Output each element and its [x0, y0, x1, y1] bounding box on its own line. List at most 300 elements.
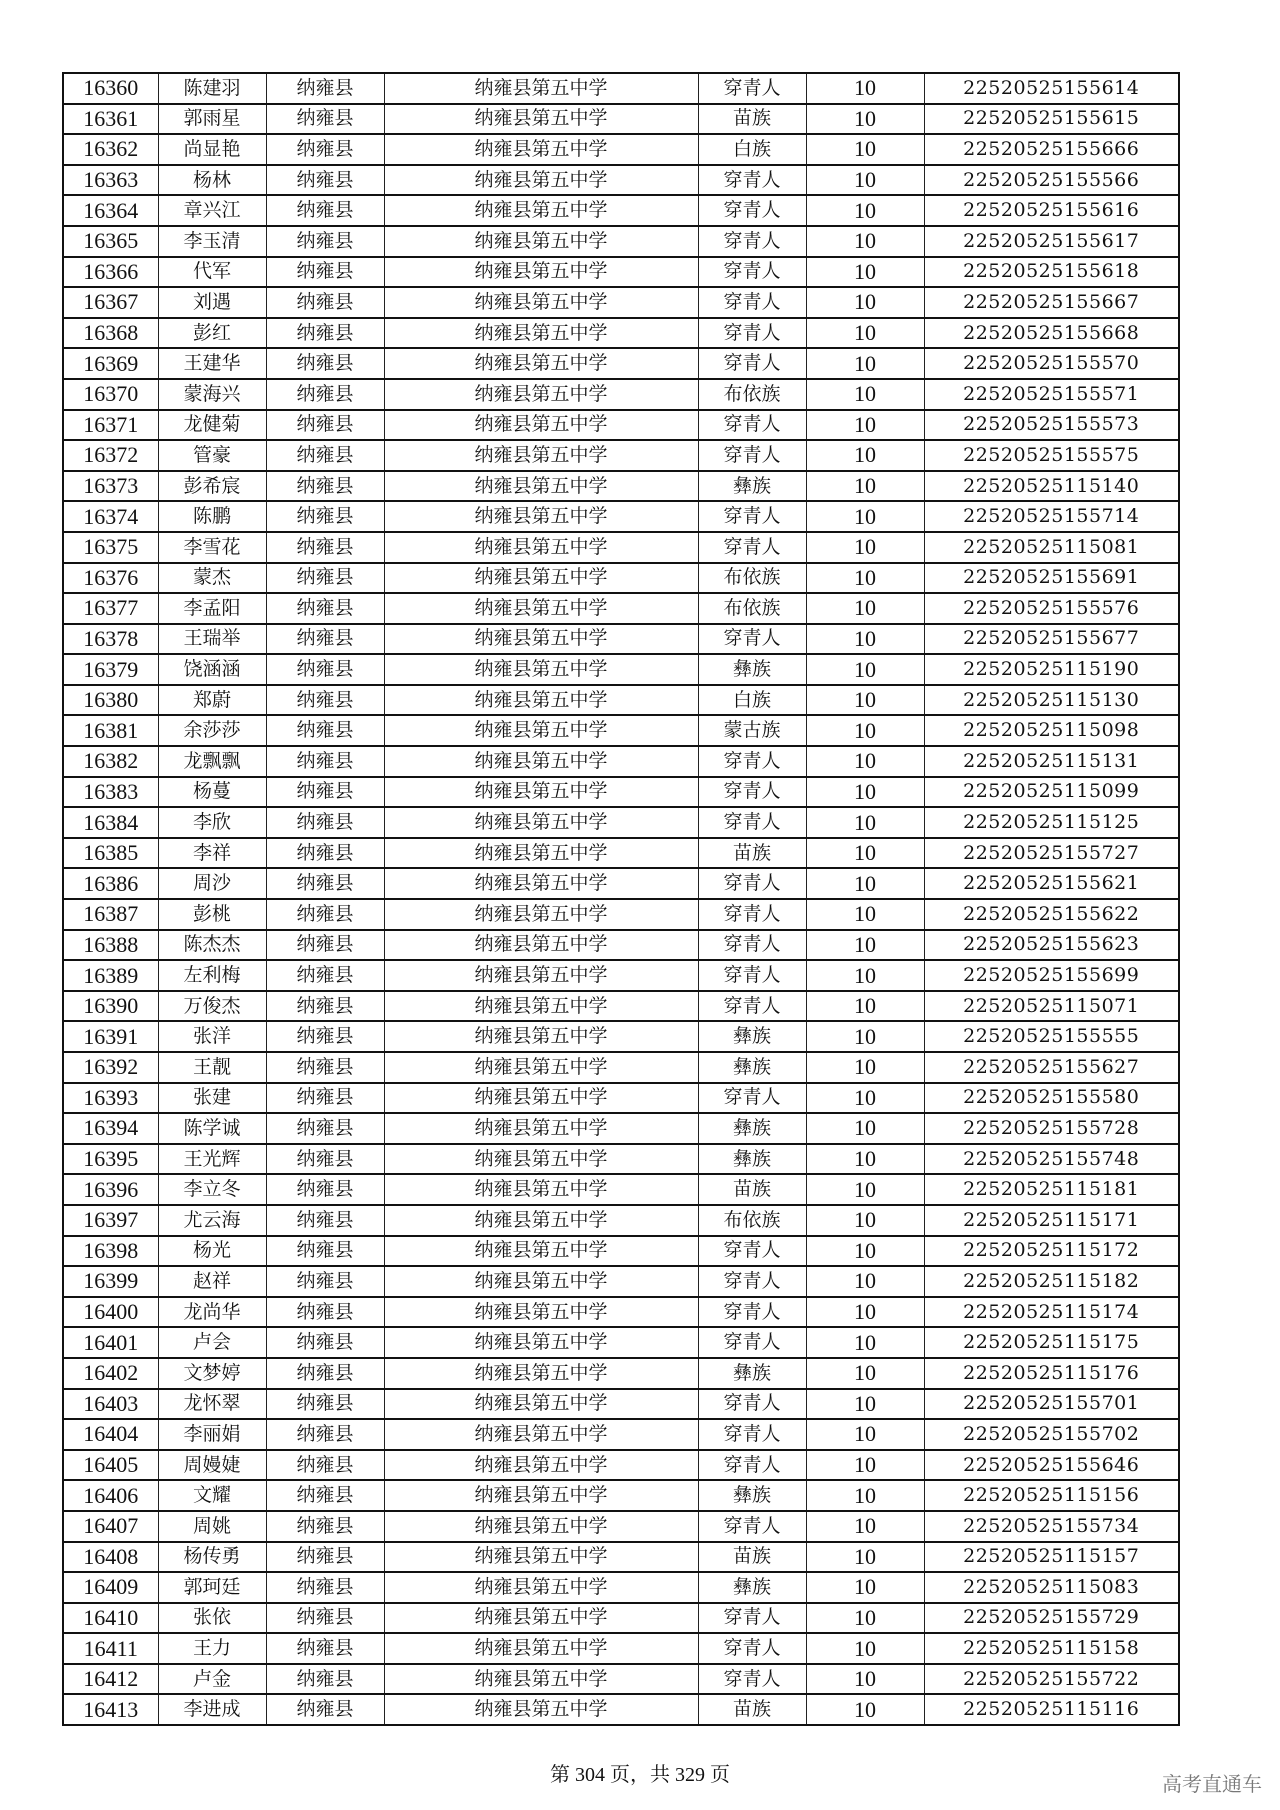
student-name-cell: 管豪 [158, 440, 266, 471]
table-row [63, 440, 1179, 471]
table-row [63, 1511, 1179, 1542]
table-row [63, 1052, 1179, 1083]
ethnicity-cell: 穿青人 [698, 501, 806, 532]
table-row [63, 685, 1179, 716]
county-cell: 纳雍县 [266, 807, 384, 838]
county-cell: 纳雍县 [266, 1205, 384, 1236]
row-number-cell: 16409 [63, 1572, 158, 1603]
row-number-cell: 16387 [63, 899, 158, 930]
ethnicity-cell: 穿青人 [698, 532, 806, 563]
row-number-cell: 16385 [63, 838, 158, 869]
grade-cell: 10 [806, 440, 924, 471]
student-name-cell: 杨光 [158, 1236, 266, 1267]
exam-id-cell: 22520525155623 [924, 930, 1179, 961]
grade-cell: 10 [806, 1144, 924, 1175]
ethnicity-cell: 布依族 [698, 563, 806, 594]
school-cell: 纳雍县第五中学 [384, 1633, 698, 1664]
student-name-cell: 李雪花 [158, 532, 266, 563]
county-cell: 纳雍县 [266, 104, 384, 135]
student-name-cell: 文耀 [158, 1480, 266, 1511]
exam-id-cell: 22520525155727 [924, 838, 1179, 869]
row-number-cell: 16410 [63, 1603, 158, 1634]
exam-id-cell: 22520525155666 [924, 134, 1179, 165]
grade-cell: 10 [806, 624, 924, 655]
exam-id-cell: 22520525115171 [924, 1205, 1179, 1236]
table-row [63, 501, 1179, 532]
exam-id-cell: 22520525155570 [924, 348, 1179, 379]
exam-id-cell: 22520525115071 [924, 991, 1179, 1022]
county-cell: 纳雍县 [266, 1358, 384, 1389]
grade-cell: 10 [806, 104, 924, 135]
exam-id-cell: 22520525115131 [924, 746, 1179, 777]
grade-cell: 10 [806, 379, 924, 410]
exam-id-cell: 22520525155618 [924, 257, 1179, 288]
school-cell: 纳雍县第五中学 [384, 1052, 698, 1083]
school-cell: 纳雍县第五中学 [384, 1664, 698, 1695]
school-cell: 纳雍县第五中学 [384, 960, 698, 991]
grade-cell: 10 [806, 73, 924, 104]
county-cell: 纳雍县 [266, 777, 384, 808]
school-cell: 纳雍县第五中学 [384, 1083, 698, 1114]
school-cell: 纳雍县第五中学 [384, 1205, 698, 1236]
exam-id-cell: 22520525115181 [924, 1174, 1179, 1205]
table-row [63, 1327, 1179, 1358]
county-cell: 纳雍县 [266, 440, 384, 471]
table-row [63, 379, 1179, 410]
table-row [63, 226, 1179, 257]
table-row [63, 1205, 1179, 1236]
row-number-cell: 16380 [63, 685, 158, 716]
school-cell: 纳雍县第五中学 [384, 1480, 698, 1511]
table-row [63, 1266, 1179, 1297]
student-name-cell: 龙尚华 [158, 1297, 266, 1328]
row-number-cell: 16364 [63, 195, 158, 226]
student-name-cell: 王光辉 [158, 1144, 266, 1175]
table-row [63, 348, 1179, 379]
exam-id-cell: 22520525155616 [924, 195, 1179, 226]
county-cell: 纳雍县 [266, 1664, 384, 1695]
exam-id-cell: 22520525115130 [924, 685, 1179, 716]
county-cell: 纳雍县 [266, 134, 384, 165]
ethnicity-cell: 穿青人 [698, 868, 806, 899]
exam-id-cell: 22520525155667 [924, 287, 1179, 318]
ethnicity-cell: 彝族 [698, 1021, 806, 1052]
school-cell: 纳雍县第五中学 [384, 1174, 698, 1205]
grade-cell: 10 [806, 807, 924, 838]
student-name-cell: 李进成 [158, 1694, 266, 1725]
exam-id-cell: 22520525155702 [924, 1419, 1179, 1450]
student-name-cell: 文梦婷 [158, 1358, 266, 1389]
ethnicity-cell: 苗族 [698, 1174, 806, 1205]
grade-cell: 10 [806, 654, 924, 685]
student-name-cell: 龙飘飘 [158, 746, 266, 777]
ethnicity-cell: 穿青人 [698, 624, 806, 655]
exam-id-cell: 22520525155617 [924, 226, 1179, 257]
grade-cell: 10 [806, 868, 924, 899]
row-number-cell: 16375 [63, 532, 158, 563]
grade-cell: 10 [806, 777, 924, 808]
school-cell: 纳雍县第五中学 [384, 1450, 698, 1481]
row-number-cell: 16404 [63, 1419, 158, 1450]
student-name-cell: 杨林 [158, 165, 266, 196]
table-row [63, 1572, 1179, 1603]
student-name-cell: 张建 [158, 1083, 266, 1114]
ethnicity-cell: 彝族 [698, 1572, 806, 1603]
ethnicity-cell: 穿青人 [698, 899, 806, 930]
grade-cell: 10 [806, 1419, 924, 1450]
school-cell: 纳雍县第五中学 [384, 471, 698, 502]
table-row [63, 624, 1179, 655]
county-cell: 纳雍县 [266, 624, 384, 655]
exam-id-cell: 22520525115175 [924, 1327, 1179, 1358]
ethnicity-cell: 穿青人 [698, 1236, 806, 1267]
county-cell: 纳雍县 [266, 226, 384, 257]
student-name-cell: 陈鹏 [158, 501, 266, 532]
county-cell: 纳雍县 [266, 1633, 384, 1664]
county-cell: 纳雍县 [266, 930, 384, 961]
grade-cell: 10 [806, 1083, 924, 1114]
row-number-cell: 16394 [63, 1113, 158, 1144]
exam-id-cell: 22520525155728 [924, 1113, 1179, 1144]
school-cell: 纳雍县第五中学 [384, 746, 698, 777]
ethnicity-cell: 穿青人 [698, 348, 806, 379]
county-cell: 纳雍县 [266, 1511, 384, 1542]
school-cell: 纳雍县第五中学 [384, 1144, 698, 1175]
table-row [63, 563, 1179, 594]
table-row [63, 471, 1179, 502]
school-cell: 纳雍县第五中学 [384, 1021, 698, 1052]
school-cell: 纳雍县第五中学 [384, 593, 698, 624]
ethnicity-cell: 彝族 [698, 1358, 806, 1389]
county-cell: 纳雍县 [266, 471, 384, 502]
row-number-cell: 16384 [63, 807, 158, 838]
ethnicity-cell: 穿青人 [698, 195, 806, 226]
grade-cell: 10 [806, 1694, 924, 1725]
exam-id-cell: 22520525155575 [924, 440, 1179, 471]
ethnicity-cell: 白族 [698, 134, 806, 165]
table-row [63, 134, 1179, 165]
exam-id-cell: 22520525115098 [924, 715, 1179, 746]
table-row [63, 838, 1179, 869]
grade-cell: 10 [806, 1664, 924, 1695]
school-cell: 纳雍县第五中学 [384, 624, 698, 655]
county-cell: 纳雍县 [266, 1694, 384, 1725]
school-cell: 纳雍县第五中学 [384, 348, 698, 379]
row-number-cell: 16395 [63, 1144, 158, 1175]
county-cell: 纳雍县 [266, 73, 384, 104]
student-name-cell: 王建华 [158, 348, 266, 379]
row-number-cell: 16402 [63, 1358, 158, 1389]
school-cell: 纳雍县第五中学 [384, 1389, 698, 1420]
table-row [63, 1113, 1179, 1144]
table-row [63, 73, 1179, 104]
table-row [63, 777, 1179, 808]
school-cell: 纳雍县第五中学 [384, 379, 698, 410]
row-number-cell: 16393 [63, 1083, 158, 1114]
county-cell: 纳雍县 [266, 532, 384, 563]
student-name-cell: 彭希宸 [158, 471, 266, 502]
school-cell: 纳雍县第五中学 [384, 1358, 698, 1389]
county-cell: 纳雍县 [266, 257, 384, 288]
county-cell: 纳雍县 [266, 1480, 384, 1511]
table-row [63, 1297, 1179, 1328]
grade-cell: 10 [806, 899, 924, 930]
student-name-cell: 周姚 [158, 1511, 266, 1542]
table-row [63, 318, 1179, 349]
county-cell: 纳雍县 [266, 501, 384, 532]
ethnicity-cell: 穿青人 [698, 1266, 806, 1297]
grade-cell: 10 [806, 1633, 924, 1664]
school-cell: 纳雍县第五中学 [384, 104, 698, 135]
row-number-cell: 16370 [63, 379, 158, 410]
exam-id-cell: 22520525115116 [924, 1694, 1179, 1725]
grade-cell: 10 [806, 165, 924, 196]
table-row [63, 1389, 1179, 1420]
ethnicity-cell: 苗族 [698, 1694, 806, 1725]
school-cell: 纳雍县第五中学 [384, 532, 698, 563]
county-cell: 纳雍县 [266, 991, 384, 1022]
ethnicity-cell: 彝族 [698, 1144, 806, 1175]
row-number-cell: 16413 [63, 1694, 158, 1725]
exam-id-cell: 22520525115157 [924, 1542, 1179, 1573]
table-row [63, 899, 1179, 930]
school-cell: 纳雍县第五中学 [384, 1327, 698, 1358]
ethnicity-cell: 穿青人 [698, 226, 806, 257]
student-name-cell: 杨传勇 [158, 1542, 266, 1573]
school-cell: 纳雍县第五中学 [384, 838, 698, 869]
county-cell: 纳雍县 [266, 868, 384, 899]
row-number-cell: 16383 [63, 777, 158, 808]
school-cell: 纳雍县第五中学 [384, 73, 698, 104]
exam-id-cell: 22520525115099 [924, 777, 1179, 808]
student-name-cell: 刘遇 [158, 287, 266, 318]
exam-id-cell: 22520525115176 [924, 1358, 1179, 1389]
exam-id-cell: 22520525155668 [924, 318, 1179, 349]
row-number-cell: 16368 [63, 318, 158, 349]
grade-cell: 10 [806, 226, 924, 257]
page-number: 第 304 页，共 329 页 [550, 1764, 730, 1786]
table-row [63, 165, 1179, 196]
county-cell: 纳雍县 [266, 1174, 384, 1205]
ethnicity-cell: 穿青人 [698, 440, 806, 471]
county-cell: 纳雍县 [266, 318, 384, 349]
ethnicity-cell: 苗族 [698, 838, 806, 869]
grade-cell: 10 [806, 685, 924, 716]
grade-cell: 10 [806, 1113, 924, 1144]
school-cell: 纳雍县第五中学 [384, 899, 698, 930]
grade-cell: 10 [806, 991, 924, 1022]
ethnicity-cell: 穿青人 [698, 1297, 806, 1328]
exam-id-cell: 22520525155748 [924, 1144, 1179, 1175]
exam-id-cell: 22520525155566 [924, 165, 1179, 196]
row-number-cell: 16397 [63, 1205, 158, 1236]
student-name-cell: 卢会 [158, 1327, 266, 1358]
table-row [63, 654, 1179, 685]
ethnicity-cell: 穿青人 [698, 746, 806, 777]
county-cell: 纳雍县 [266, 1572, 384, 1603]
ethnicity-cell: 穿青人 [698, 777, 806, 808]
row-number-cell: 16363 [63, 165, 158, 196]
row-number-cell: 16365 [63, 226, 158, 257]
county-cell: 纳雍县 [266, 1450, 384, 1481]
grade-cell: 10 [806, 1236, 924, 1267]
grade-cell: 10 [806, 318, 924, 349]
student-name-cell: 尤云海 [158, 1205, 266, 1236]
county-cell: 纳雍县 [266, 410, 384, 441]
ethnicity-cell: 穿青人 [698, 1083, 806, 1114]
school-cell: 纳雍县第五中学 [384, 501, 698, 532]
county-cell: 纳雍县 [266, 1266, 384, 1297]
grade-cell: 10 [806, 1297, 924, 1328]
grade-cell: 10 [806, 1327, 924, 1358]
student-name-cell: 李孟阳 [158, 593, 266, 624]
ethnicity-cell: 穿青人 [698, 257, 806, 288]
ethnicity-cell: 蒙古族 [698, 715, 806, 746]
student-name-cell: 尚显艳 [158, 134, 266, 165]
row-number-cell: 16389 [63, 960, 158, 991]
county-cell: 纳雍县 [266, 195, 384, 226]
ethnicity-cell: 彝族 [698, 1113, 806, 1144]
exam-id-cell: 22520525115172 [924, 1236, 1179, 1267]
exam-id-cell: 22520525155621 [924, 868, 1179, 899]
student-name-cell: 李祥 [158, 838, 266, 869]
table-row [63, 715, 1179, 746]
exam-id-cell: 22520525155580 [924, 1083, 1179, 1114]
county-cell: 纳雍县 [266, 1419, 384, 1450]
row-number-cell: 16388 [63, 930, 158, 961]
grade-cell: 10 [806, 257, 924, 288]
grade-cell: 10 [806, 1266, 924, 1297]
school-cell: 纳雍县第五中学 [384, 991, 698, 1022]
ethnicity-cell: 苗族 [698, 1542, 806, 1573]
table-row [63, 1450, 1179, 1481]
county-cell: 纳雍县 [266, 563, 384, 594]
exam-id-cell: 22520525155627 [924, 1052, 1179, 1083]
exam-id-cell: 22520525155691 [924, 563, 1179, 594]
grade-cell: 10 [806, 1205, 924, 1236]
ethnicity-cell: 白族 [698, 685, 806, 716]
grade-cell: 10 [806, 195, 924, 226]
student-name-cell: 郭雨星 [158, 104, 266, 135]
table-row [63, 1694, 1179, 1725]
row-number-cell: 16371 [63, 410, 158, 441]
exam-id-cell: 22520525155573 [924, 410, 1179, 441]
student-name-cell: 周嫚婕 [158, 1450, 266, 1481]
student-name-cell: 赵祥 [158, 1266, 266, 1297]
ethnicity-cell: 穿青人 [698, 1603, 806, 1634]
ethnicity-cell: 穿青人 [698, 287, 806, 318]
ethnicity-cell: 穿青人 [698, 960, 806, 991]
row-number-cell: 16378 [63, 624, 158, 655]
student-name-cell: 代军 [158, 257, 266, 288]
exam-id-cell: 22520525155714 [924, 501, 1179, 532]
ethnicity-cell: 穿青人 [698, 73, 806, 104]
row-number-cell: 16390 [63, 991, 158, 1022]
row-number-cell: 16361 [63, 104, 158, 135]
school-cell: 纳雍县第五中学 [384, 563, 698, 594]
school-cell: 纳雍县第五中学 [384, 134, 698, 165]
school-cell: 纳雍县第五中学 [384, 1572, 698, 1603]
school-cell: 纳雍县第五中学 [384, 195, 698, 226]
county-cell: 纳雍县 [266, 746, 384, 777]
school-cell: 纳雍县第五中学 [384, 654, 698, 685]
table-row [63, 930, 1179, 961]
school-cell: 纳雍县第五中学 [384, 1297, 698, 1328]
grade-cell: 10 [806, 593, 924, 624]
student-name-cell: 蒙杰 [158, 563, 266, 594]
grade-cell: 10 [806, 1542, 924, 1573]
student-name-cell: 彭红 [158, 318, 266, 349]
row-number-cell: 16373 [63, 471, 158, 502]
county-cell: 纳雍县 [266, 379, 384, 410]
row-number-cell: 16369 [63, 348, 158, 379]
watermark-logo: 高考直通车 [1162, 1772, 1262, 1796]
grade-cell: 10 [806, 1603, 924, 1634]
school-cell: 纳雍县第五中学 [384, 1236, 698, 1267]
row-number-cell: 16377 [63, 593, 158, 624]
ethnicity-cell: 穿青人 [698, 930, 806, 961]
row-number-cell: 16362 [63, 134, 158, 165]
student-name-cell: 万俊杰 [158, 991, 266, 1022]
student-name-cell: 余莎莎 [158, 715, 266, 746]
table-row [63, 1021, 1179, 1052]
grade-cell: 10 [806, 960, 924, 991]
grade-cell: 10 [806, 838, 924, 869]
school-cell: 纳雍县第五中学 [384, 685, 698, 716]
student-name-cell: 蒙海兴 [158, 379, 266, 410]
row-number-cell: 16401 [63, 1327, 158, 1358]
student-name-cell: 王瑞举 [158, 624, 266, 655]
student-name-cell: 龙健菊 [158, 410, 266, 441]
row-number-cell: 16372 [63, 440, 158, 471]
school-cell: 纳雍县第五中学 [384, 1419, 698, 1450]
row-number-cell: 16408 [63, 1542, 158, 1573]
ethnicity-cell: 穿青人 [698, 318, 806, 349]
school-cell: 纳雍县第五中学 [384, 165, 698, 196]
student-name-cell: 周沙 [158, 868, 266, 899]
student-name-cell: 李立冬 [158, 1174, 266, 1205]
ethnicity-cell: 穿青人 [698, 1327, 806, 1358]
school-cell: 纳雍县第五中学 [384, 318, 698, 349]
county-cell: 纳雍县 [266, 1083, 384, 1114]
exam-id-cell: 22520525115081 [924, 532, 1179, 563]
student-name-cell: 郭珂廷 [158, 1572, 266, 1603]
ethnicity-cell: 穿青人 [698, 807, 806, 838]
county-cell: 纳雍县 [266, 1113, 384, 1144]
grade-cell: 10 [806, 1572, 924, 1603]
ethnicity-cell: 彝族 [698, 1052, 806, 1083]
exam-id-cell: 22520525155571 [924, 379, 1179, 410]
county-cell: 纳雍县 [266, 593, 384, 624]
student-name-cell: 饶涵涵 [158, 654, 266, 685]
student-name-cell: 张依 [158, 1603, 266, 1634]
table-row [63, 257, 1179, 288]
table-row [63, 960, 1179, 991]
student-name-cell: 王靓 [158, 1052, 266, 1083]
table-row [63, 1419, 1179, 1450]
ethnicity-cell: 穿青人 [698, 1419, 806, 1450]
exam-id-cell: 22520525155734 [924, 1511, 1179, 1542]
row-number-cell: 16382 [63, 746, 158, 777]
school-cell: 纳雍县第五中学 [384, 1603, 698, 1634]
county-cell: 纳雍县 [266, 1389, 384, 1420]
county-cell: 纳雍县 [266, 1021, 384, 1052]
row-number-cell: 16403 [63, 1389, 158, 1420]
county-cell: 纳雍县 [266, 1236, 384, 1267]
county-cell: 纳雍县 [266, 1542, 384, 1573]
school-cell: 纳雍县第五中学 [384, 715, 698, 746]
grade-cell: 10 [806, 715, 924, 746]
